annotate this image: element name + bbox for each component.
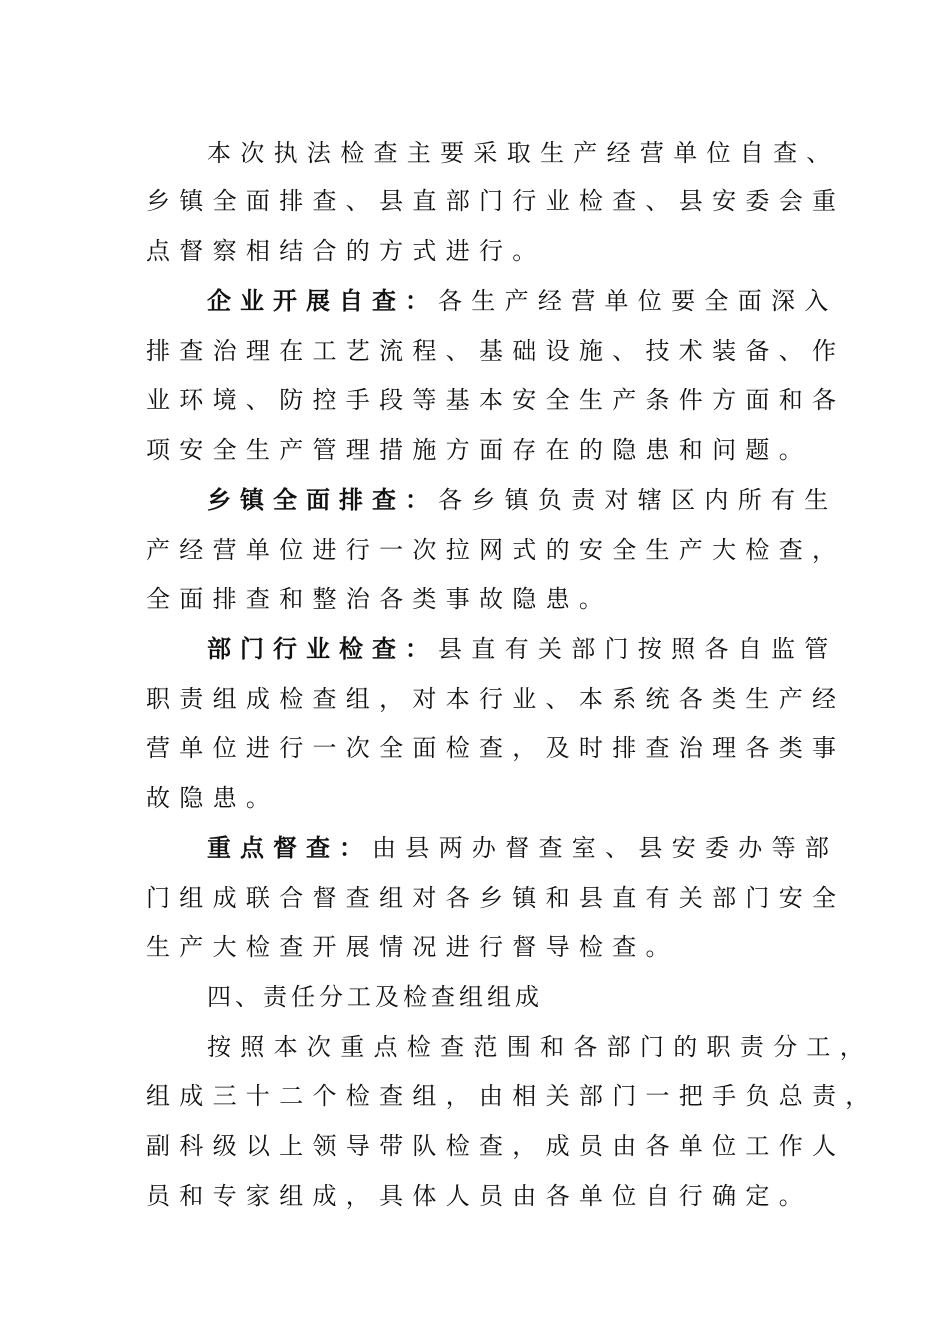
paragraph-2-label: 企业开展自查： [207,287,438,315]
paragraph-2-line-1 [207,286,897,316]
paragraph-6-line-3: 副科级以上领导带队检查，成员由各单位工作人 [146,1132,846,1160]
paragraph-3-line-2: 产经营单位进行一次拉网式的安全生产大检查， [146,536,846,564]
paragraph-6-line-4: 员和专家组成，具体人员由各单位自行确定。 [146,1182,812,1210]
paragraph-3-line-1-text: 各乡镇负责对辖区内所有生 [438,486,838,514]
paragraph-4-line-4: 故隐患。 [146,784,280,812]
paragraph-3-label: 乡镇全面排查： [207,486,438,514]
paragraph-4-line-2: 职责组成检查组，对本行业、本系统各类生产经 [146,685,846,713]
paragraph-3-line-1 [207,485,897,515]
paragraph-1-line-1: 本次执法检查主要采取生产经营单位自查、 [207,139,840,167]
paragraph-2-line-4: 项安全生产管理措施方面存在的隐患和问题。 [146,436,812,464]
paragraph-1-line-3: 点督察相结合的方式进行。 [146,237,546,265]
paragraph-4-line-1-text: 县直有关部门按照各自监管 [438,635,838,663]
paragraph-2-line-2: 排查治理在工艺流程、基础设施、技术装备、作 [146,337,846,365]
paragraph-6-line-2: 组成三十二个检查组，由相关部门一把手负总责， [146,1082,879,1110]
paragraph-2-line-1-text: 各生产经营单位要全面深入 [438,287,838,315]
paragraph-3-line-3: 全面排查和整治各类事故隐患。 [146,585,613,613]
paragraph-1-line-2: 乡镇全面排查、县直部门行业检查、县安委会重 [146,187,846,215]
paragraph-4-line-3: 营单位进行一次全面检查，及时排查治理各类事 [146,734,846,762]
section-4-heading: 四、责任分工及检查组组成 [207,983,543,1011]
paragraph-5-label: 重点督查： [207,834,372,862]
paragraph-4-line-1 [207,634,897,664]
paragraph-5-line-1-text: 由县两办督查室、县安委办等部 [372,834,839,862]
paragraph-5-line-3: 生产大检查开展情况进行督导检查。 [146,933,679,961]
paragraph-4-label: 部门行业检查： [207,635,438,663]
paragraph-6-line-1: 按照本次重点检查范围和各部门的职责分工， [207,1033,873,1061]
paragraph-5-line-1 [207,833,897,863]
paragraph-2-line-3: 业环境、防控手段等基本安全生产条件方面和各 [146,386,846,414]
paragraph-5-line-2: 门组成联合督查组对各乡镇和县直有关部门安全 [146,884,846,912]
